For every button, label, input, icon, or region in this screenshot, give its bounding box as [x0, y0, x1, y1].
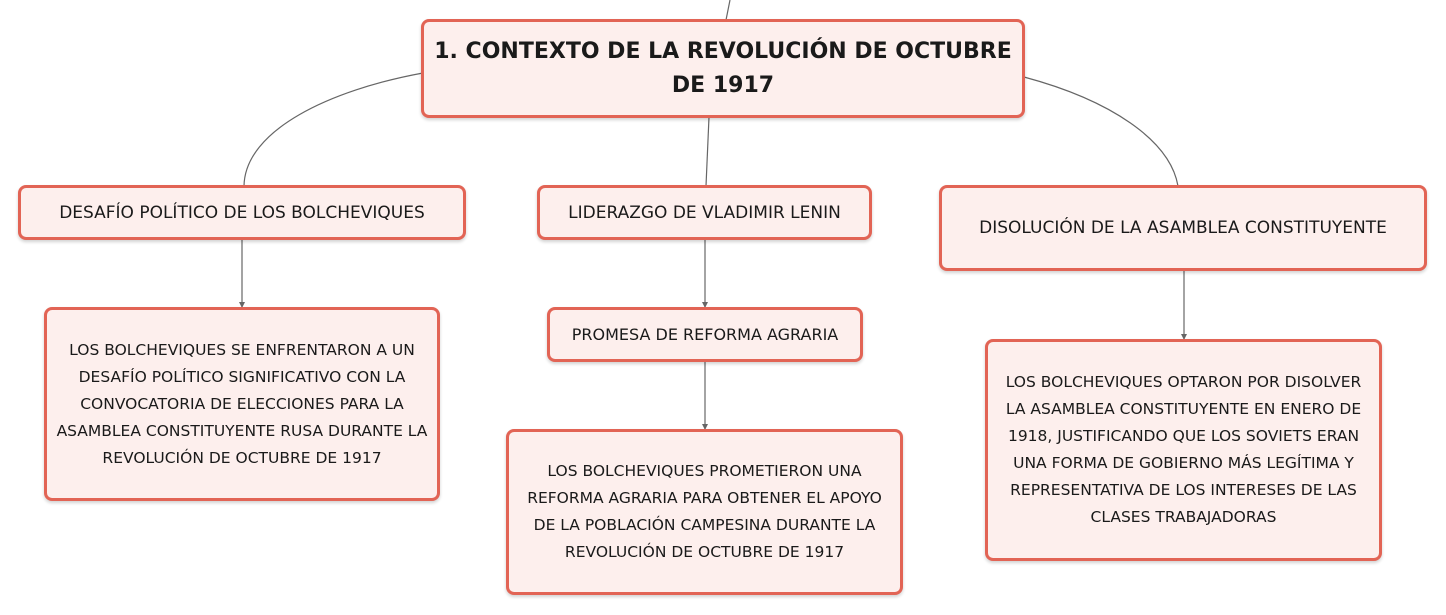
- detail-text: LOS BOLCHEVIQUES PROMETIERON UNA REFORMA AGRARIA PARA OBTENER EL APOYO DE LA POBLACIÓN CAMPESINA DURANTE LA REVOLUCIÓN DE OCTUBRE DE 1917: [527, 462, 882, 561]
- detail-text: LOS BOLCHEVIQUES SE ENFRENTARON A UN DESAFÍO POLÍTICO SIGNIFICATIVO CON LA CONVOCATORIA DE ELECCIONES PARA LA ASAMBLEA CONSTITUYENTE RUSA DURANTE LA REVOLUCIÓN DE OCTUBRE DE 1917: [56, 340, 428, 467]
- root-title: 1. CONTEXTO DE LA REVOLUCIÓN DE OCTUBRE DE 1917: [434, 38, 1012, 98]
- subtopic-reforma-agraria[interactable]: [547, 307, 863, 362]
- topic-label: DESAFÍO POLÍTICO DE LOS BOLCHEVIQUES: [59, 202, 425, 223]
- connector-root-to-politico: [244, 73, 423, 186]
- topic-liderazgo-lenin[interactable]: [537, 185, 872, 240]
- topic-disolucion-asamblea[interactable]: [939, 185, 1427, 271]
- connector-root-to-disolucion: [1024, 77, 1178, 186]
- topic-desafio-politico[interactable]: [18, 185, 466, 240]
- topic-label: DISOLUCIÓN DE LA ASAMBLEA CONSTITUYENTE: [979, 218, 1387, 238]
- connector-root-to-lenin: [706, 117, 709, 186]
- detail-text: LOS BOLCHEVIQUES OPTARON POR DISOLVER LA ASAMBLEA CONSTITUYENTE EN ENERO DE 1918, JUSTIFICANDO QUE LOS SOVIETS ERAN UNA FORMA DE GOBIERNO MÁS LEGÍTIMA Y REPRESENTATIVA DE LOS INTERESES DE LAS CLASES TRABAJADORAS: [1005, 373, 1362, 526]
- root-node[interactable]: [421, 19, 1025, 118]
- subtopic-label: PROMESA DE REFORMA AGRARIA: [571, 324, 839, 344]
- topic-label: LIDERAZGO DE VLADIMIR LENIN: [568, 202, 841, 223]
- detail-disolucion-asamblea[interactable]: [985, 339, 1382, 561]
- connector-parent: [726, 0, 730, 20]
- detail-reforma-agraria[interactable]: [506, 429, 903, 595]
- detail-desafio-politico[interactable]: [44, 307, 440, 501]
